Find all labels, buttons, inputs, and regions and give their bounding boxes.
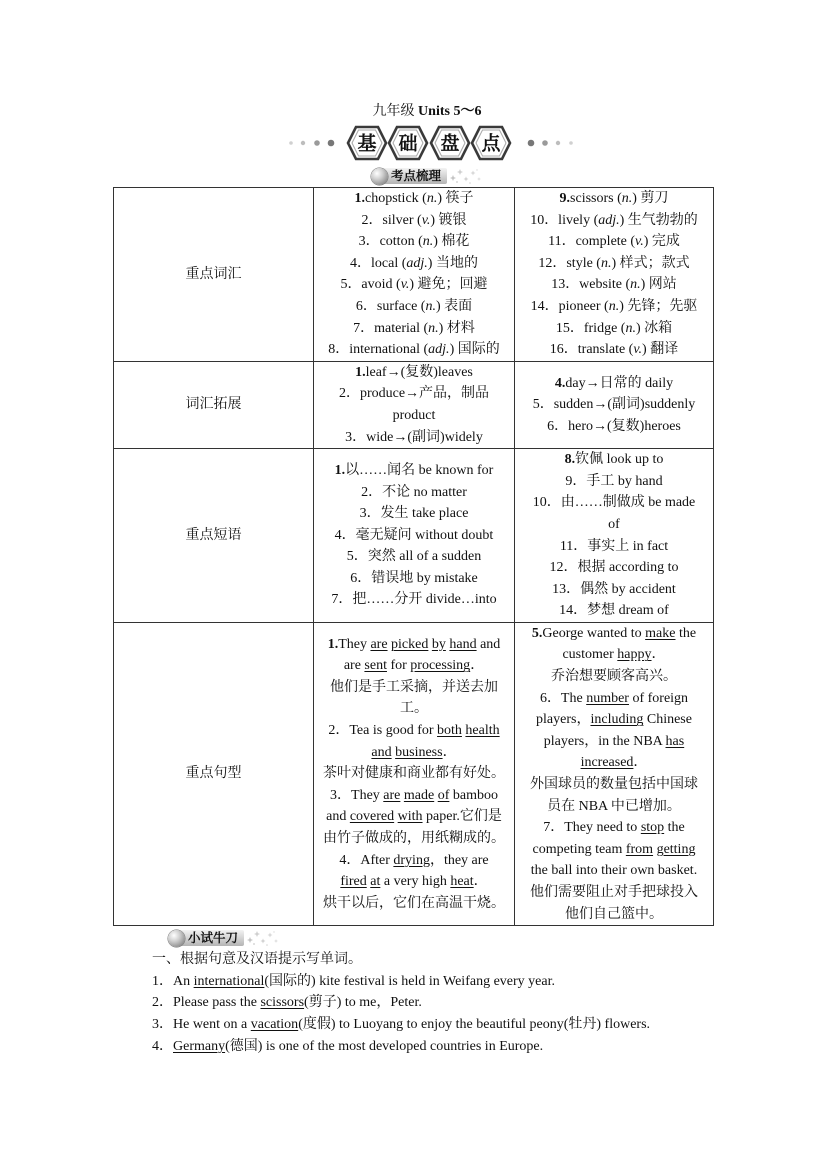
cell-line (519, 492, 709, 514)
cell-line (318, 677, 510, 720)
cell-line (519, 579, 709, 601)
table-cell-right (515, 622, 714, 925)
cell-line (318, 460, 510, 482)
text-segment: ． (442, 744, 457, 760)
text-segment: 3．发生 take place (359, 506, 469, 522)
text-segment: 6．错误地 by mistake (350, 570, 478, 586)
text-segment: 11．complete ( (548, 234, 636, 250)
cell-line (318, 383, 510, 405)
text-segment: ) 镀银 (430, 212, 467, 228)
text-segment: 1．An (152, 973, 194, 989)
cell-line (519, 904, 709, 926)
text-segment: for (386, 658, 411, 674)
sparkle-stars-icon (245, 929, 279, 947)
text-segment: bamboo (449, 787, 498, 803)
underlined-answer: happy (617, 647, 652, 663)
text-segment: 13．website ( (551, 277, 631, 293)
text-segment: day→日常的 daily (565, 375, 674, 391)
text-segment: chopstick ( (365, 191, 427, 206)
cell-line (519, 882, 709, 904)
text-segment: 12．style ( (538, 255, 601, 271)
part-of-speech: v. (400, 277, 410, 293)
part-of-speech: n. (600, 255, 612, 271)
text-segment: 乔治想要顾客高兴。 (551, 669, 677, 685)
text-segment: George wanted to (542, 625, 646, 641)
grade-label: 九年级 (372, 104, 415, 119)
text-segment: ) 当地的 (427, 255, 478, 271)
text-segment: 4．毫无疑问 without doubt (334, 527, 494, 543)
text-segment: 16．translate ( (549, 342, 634, 358)
text-segment: 4． (152, 1038, 173, 1054)
text-segment: 2．不论 no matter (361, 484, 467, 500)
banner-box-2 (389, 127, 427, 159)
underlined-answer: from (625, 841, 654, 857)
text-segment: players， (536, 712, 591, 728)
banner-char: 础 (398, 133, 418, 155)
text-segment: 2．Tea is good for (328, 723, 438, 739)
cell-line (519, 709, 709, 731)
decor-dot (314, 140, 320, 146)
cell-line (519, 188, 709, 210)
underlined-answer: number (586, 690, 629, 706)
decor-dot (556, 141, 560, 145)
cell-line (318, 568, 510, 590)
cell-line (519, 416, 709, 438)
cell-line (519, 536, 709, 558)
item-number: 1. (334, 462, 346, 478)
underlined-answer: has (665, 733, 685, 749)
table-cell-right (515, 188, 714, 362)
text-segment: the ball into their own basket. (530, 863, 698, 879)
cell-line (519, 339, 709, 361)
underlined-answer: both (437, 723, 462, 739)
table-cell-left (314, 188, 515, 362)
cell-line (519, 318, 709, 340)
text-segment: ) 完成 (643, 234, 680, 250)
cell-line (519, 752, 709, 774)
text-segment: are (343, 658, 365, 674)
item-number: 4. (554, 375, 566, 391)
text-segment: 2．silver ( (361, 212, 422, 228)
text-segment: 14．梦想 dream of (559, 603, 669, 619)
text-segment: 10．lively ( (530, 212, 599, 228)
decor-dot (569, 141, 573, 145)
text-segment: 他们是手工采摘，并送去加工。 (330, 679, 498, 717)
text-segment: 3．They (330, 787, 384, 803)
text-segment: the (675, 625, 697, 641)
text-segment: 钦佩 look up to (575, 452, 664, 468)
text-segment: ) 生气勃勃的 (619, 212, 698, 228)
item-number: 1. (327, 636, 339, 652)
text-segment: ) 避免；回避 (409, 277, 488, 293)
cell-line (318, 850, 510, 872)
underlined-answer: hand (449, 636, 477, 652)
text-segment: ) 表面 (435, 298, 473, 314)
text-segment: 5．突然 all of a sudden (346, 549, 482, 565)
part-of-speech: n. (630, 277, 641, 293)
main-content (113, 187, 713, 1057)
cell-line (519, 666, 709, 688)
cell-line (519, 514, 709, 536)
table-row-word-extension (114, 361, 714, 448)
text-segment: 3．cotton ( (358, 234, 423, 250)
item-number: 9. (559, 191, 571, 206)
cell-line (318, 525, 510, 547)
text-segment: ． (473, 874, 488, 890)
exercise-item (152, 971, 792, 993)
row-label: 重点词汇 (114, 188, 314, 362)
item-number: 1. (355, 364, 366, 380)
underlined-answer: processing (410, 658, 471, 674)
units-label: Units 5～6 (418, 104, 482, 119)
underlined-answer: vacation (250, 1016, 299, 1032)
cell-line (318, 296, 510, 318)
table-cell-left (314, 622, 515, 925)
text-segment: 7．把……分开 divide…into (331, 592, 497, 608)
text-segment: 3．He went on a (152, 1016, 251, 1032)
cell-line (519, 644, 709, 666)
text-segment: 9．手工 by hand (565, 473, 663, 489)
exercise-item (152, 1036, 792, 1058)
cell-line (318, 188, 510, 210)
section-label-practice (168, 929, 279, 947)
underlined-answer: drying (393, 852, 430, 868)
cell-line (318, 482, 510, 504)
text-segment: of foreign (628, 690, 689, 706)
text-segment: ) 棉花 (433, 234, 470, 250)
row-label: 词汇拓展 (114, 361, 314, 448)
table-row-key-words (114, 188, 714, 362)
cell-line (519, 774, 709, 796)
cell-line (318, 742, 510, 764)
item-number: 5. (531, 625, 543, 641)
text-segment: 14．pioneer ( (530, 298, 609, 314)
text-segment: 烘干以后，它们在高温干烧。 (323, 895, 505, 911)
sphere-bullet-icon (168, 930, 185, 947)
text-segment: 15．fridge ( (555, 320, 626, 336)
text-segment: and (326, 809, 350, 825)
text-segment: 7．material ( (353, 320, 429, 336)
cell-line (318, 589, 510, 611)
underlined-answer: of (437, 787, 450, 803)
cell-line (318, 806, 510, 828)
part-of-speech: n. (621, 191, 633, 206)
text-segment: ) 先锋；先驱 (619, 298, 698, 314)
part-of-speech: n. (428, 320, 439, 336)
text-segment: leaf→(复数)leaves (365, 364, 473, 380)
cell-line (519, 839, 709, 861)
section-label-review (371, 167, 482, 185)
underlined-answer: at (370, 874, 381, 890)
banner-char: 点 (481, 133, 501, 155)
text-segment: ) 剪刀 (632, 191, 669, 206)
underlined-answer: fired (340, 874, 367, 890)
underlined-answer: increased (580, 755, 634, 771)
cell-line (519, 623, 709, 645)
text-segment: 5．avoid ( (340, 277, 401, 293)
cell-line (318, 785, 510, 807)
cell-line (318, 274, 510, 296)
decor-dot (289, 141, 293, 145)
text-segment: 3．wide→(副词)widely (345, 429, 483, 445)
item-number: 8. (564, 452, 576, 468)
table-cell-right (515, 449, 714, 623)
cell-line (519, 296, 709, 318)
cell-line (519, 557, 709, 579)
banner-box-1 (348, 127, 386, 159)
part-of-speech: n. (422, 234, 434, 250)
part-of-speech: adj. (406, 255, 428, 271)
cell-line (519, 796, 709, 818)
underlined-answer: picked (391, 636, 429, 652)
text-segment: (德国) is one of the most developed countries in Europe. (225, 1038, 544, 1054)
decor-dot (528, 140, 535, 147)
text-segment: ) 国际的 (449, 342, 500, 358)
text-segment: 2．Please pass the (152, 995, 261, 1011)
section-banner (280, 125, 580, 161)
sparkle-stars-icon (448, 167, 482, 185)
cell-line (318, 634, 510, 656)
cell-line (318, 339, 510, 361)
text-segment: 11．事实上 in fact (559, 538, 669, 554)
summary-table (113, 187, 714, 926)
underlined-answer: health (465, 723, 500, 739)
cell-line (519, 231, 709, 253)
text-segment: 员在 NBA 中已增加。 (547, 798, 681, 814)
text-segment: ) 样式；款式 (611, 255, 690, 271)
part-of-speech: n. (625, 320, 636, 336)
table-row-key-phrases (114, 449, 714, 623)
exercise-heading: 一、根据句意及汉语提示写单词。 (152, 952, 362, 968)
cell-line (519, 449, 709, 471)
table-cell-left (314, 449, 515, 623)
cell-line (318, 763, 510, 785)
page-title (327, 103, 527, 121)
text-segment: 茶叶对健康和商业都有好处。 (323, 766, 505, 782)
text-segment: 10．由……制做成 be made (532, 495, 696, 511)
part-of-speech: adj. (598, 212, 620, 228)
section-label-text: 小试牛刀 (179, 930, 244, 946)
underlined-answer: are (370, 636, 388, 652)
text-segment: competing team (532, 841, 626, 857)
cell-line (519, 274, 709, 296)
text-segment: 由竹子做成的，用纸糊成的。 (323, 831, 505, 847)
cell-line (318, 871, 510, 893)
underlined-answer: sent (364, 658, 387, 674)
cell-line (318, 318, 510, 340)
part-of-speech: v. (633, 342, 643, 358)
table-cell-left (314, 361, 515, 448)
banner-char: 盘 (440, 133, 460, 155)
cell-line (519, 210, 709, 232)
row-label: 重点短语 (114, 449, 314, 623)
underlined-answer: made (403, 787, 435, 803)
cell-line (519, 860, 709, 882)
sphere-bullet-icon (371, 168, 388, 185)
table-row-key-sentences (114, 622, 714, 925)
banner-box-3 (431, 127, 469, 159)
decor-dot (542, 140, 548, 146)
underlined-answer: scissors (260, 995, 305, 1011)
cell-line (519, 817, 709, 839)
text-segment: They (338, 636, 371, 652)
cell-line (519, 373, 709, 395)
cell-line (519, 471, 709, 493)
cell-line (318, 546, 510, 568)
underlined-answer: getting (656, 841, 696, 857)
cell-line (318, 427, 510, 449)
text-segment: (国际的) kite festival is held in Weifang every year. (264, 973, 555, 989)
cell-line (318, 828, 510, 850)
part-of-speech: n. (425, 298, 436, 314)
text-segment: 外国球员的数量包括中国球 (530, 777, 698, 793)
text-segment: 4．After (339, 852, 394, 868)
cell-line (318, 231, 510, 253)
cell-line (519, 253, 709, 275)
cell-line (519, 600, 709, 622)
banner-char: 基 (357, 133, 377, 155)
text-segment: 6．hero→(复数)heroes (547, 418, 681, 434)
text-segment: 8．international ( (328, 342, 429, 358)
text-segment: a very high (380, 874, 451, 890)
text-segment: ) 冰箱 (635, 320, 673, 336)
part-of-speech: v. (635, 234, 644, 250)
text-segment: 6．surface ( (355, 298, 426, 314)
decor-dot (301, 141, 305, 145)
text-segment: 他们需要阻止对手把球投入 (530, 885, 698, 900)
text-segment: ) 材料 (438, 320, 475, 336)
cell-line (519, 688, 709, 710)
text-segment: 5．sudden→(副词)suddenly (532, 397, 696, 413)
text-segment: 7．They need to (543, 820, 641, 836)
underlined-answer: stop (640, 820, 665, 836)
text-segment: players，in the NBA (543, 733, 666, 749)
text-segment: product (392, 407, 436, 423)
cell-line (318, 253, 510, 275)
part-of-speech: n. (608, 298, 620, 314)
text-segment: 4．local ( (350, 255, 407, 271)
text-segment: 12．根据 according to (549, 560, 679, 576)
section-label-text: 考点梳理 (382, 168, 447, 184)
cell-line (519, 731, 709, 753)
cell-line (318, 503, 510, 525)
banner-box-4 (472, 127, 510, 159)
text-segment: paper.它们是 (422, 809, 502, 825)
cell-line (318, 210, 510, 232)
text-segment: (度假) to Luoyang to enjoy the beautiful peony(牡丹) flowers. (298, 1016, 651, 1032)
text-segment: ． (633, 755, 648, 771)
exercise-item (152, 992, 792, 1014)
cell-line (519, 394, 709, 416)
underlined-answer: including (590, 712, 644, 728)
cell-line (318, 362, 510, 384)
text-segment: 13．偶然 by accident (552, 581, 676, 597)
part-of-speech: adj. (428, 342, 450, 358)
text-segment: scissors ( (570, 191, 622, 206)
text-segment: the (664, 820, 685, 836)
table-cell-right (515, 361, 714, 448)
decor-dot (328, 140, 335, 147)
text-segment: (剪子) to me，Peter. (304, 995, 422, 1011)
underlined-answer: Germany (173, 1038, 226, 1054)
underlined-answer: business (395, 744, 443, 760)
text-segment: of (608, 516, 620, 532)
text-segment: 他们自己篮中。 (565, 906, 663, 922)
cell-line (318, 405, 510, 427)
part-of-speech: n. (426, 191, 438, 206)
item-number: 1. (354, 191, 365, 206)
text-segment: 2．produce→产品，制品 (338, 386, 490, 402)
underlined-answer: make (645, 625, 676, 641)
underlined-answer: are (383, 787, 401, 803)
underlined-answer: covered (349, 809, 395, 825)
exercise-list (113, 971, 792, 1057)
text-segment: 以……闻名 be known for (345, 462, 494, 478)
text-segment: ) 筷子 (437, 191, 474, 206)
cell-line (318, 720, 510, 742)
underlined-answer: with (397, 809, 423, 825)
exercise-item (152, 1014, 792, 1036)
text-segment: ) 网站 (640, 277, 677, 293)
underlined-answer: heat (450, 874, 474, 890)
text-segment: 6．The (539, 690, 587, 706)
cell-line (318, 893, 510, 915)
text-segment: and (476, 636, 501, 652)
part-of-speech: v. (421, 212, 431, 228)
row-label: 重点句型 (114, 622, 314, 925)
text-segment: ，they are (429, 852, 489, 868)
text-segment: Chinese (643, 712, 692, 728)
cell-line (318, 655, 510, 677)
underlined-answer: by (431, 636, 446, 652)
text-segment: customer (562, 647, 618, 663)
text-segment: ． (470, 658, 485, 674)
underlined-answer: international (193, 973, 265, 989)
text-segment: ) 翻译 (642, 342, 679, 358)
text-segment: ． (651, 647, 666, 663)
underlined-answer: and (371, 744, 392, 760)
